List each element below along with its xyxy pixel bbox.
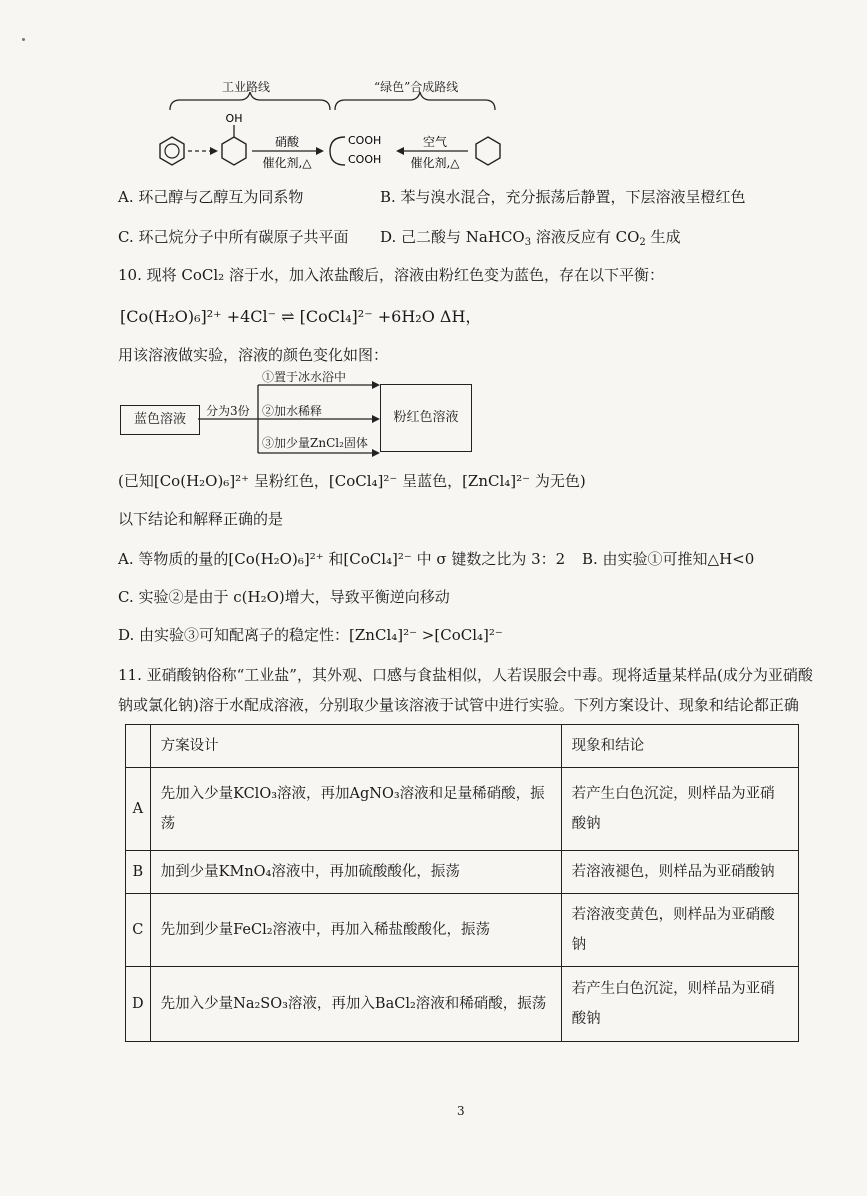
q9-option-a: A. 环己醇与乙醇互为同系物 — [118, 188, 304, 206]
q9-d-pre: D. 己二酸与 NaHCO — [380, 228, 525, 246]
pink-solution-box: 粉红色溶液 — [380, 384, 472, 452]
row-design: 加到少量KMnO₄溶液中，再加硫酸酸化，振荡 — [150, 851, 561, 894]
row-design: 先加入少量KClO₃溶液，再加AgNO₃溶液和足量稀硝酸，振荡 — [150, 768, 561, 851]
q10-option-a: A. 等物质的量的[Co(H₂O)₆]²⁺ 和[CoCl₄]²⁻ 中 σ 键数之比为 3：2 — [118, 550, 566, 568]
table-row — [126, 894, 799, 967]
table-row — [126, 768, 799, 851]
header-blank — [126, 725, 151, 768]
scan-speck — [22, 38, 25, 41]
row-result: 若产生白色沉淀，则样品为亚硝酸钠 — [561, 967, 798, 1042]
row-label: D — [126, 967, 151, 1042]
q10-option-b: B. 由实验①可推知△H<0 — [582, 550, 755, 568]
table-row — [126, 967, 799, 1042]
row-result: 若溶液变黄色，则样品为亚硝酸钠 — [561, 894, 798, 967]
q11-stem-line1: 11. 亚硝酸钠俗称“工业盐”，其外观、口感与食盐相似，人若误服会中毒。现将适量某样品(成分为亚硝酸 — [118, 666, 813, 684]
blue-solution-box: 蓝色溶液 — [120, 405, 200, 435]
row-label: C — [126, 894, 151, 967]
row-design: 先加入少量Na₂SO₃溶液，再加入BaCl₂溶液和稀硝酸，振荡 — [150, 967, 561, 1042]
q10-option-d: D. 由实验③可知配离子的稳定性：[ZnCl₄]²⁻ >[CoCl₄]²⁻ — [118, 626, 503, 644]
cooh-bottom: COOH — [348, 153, 382, 166]
oh-label: OH — [225, 112, 243, 125]
q10-equation: [Co(H₂O)₆]²⁺ +4Cl⁻ ⇌ [CoCl₄]²⁻ +6H₂O ΔH， — [120, 307, 482, 326]
q9-option-b: B. 苯与溴水混合，充分振荡后静置，下层溶液呈橙红色 — [380, 188, 746, 206]
q10-ask: 以下结论和解释正确的是 — [118, 510, 284, 528]
flow-arrows — [198, 370, 383, 460]
condition-1: 催化剂,△ — [262, 156, 312, 170]
reagent-nitric-acid: 硝酸 — [274, 135, 300, 149]
adipic-acid-backbone — [330, 137, 345, 165]
q9-d-mid: 溶液反应有 CO — [531, 228, 640, 246]
row-result: 若溶液褪色，则样品为亚硝酸钠 — [561, 851, 798, 894]
benzene-structure — [160, 137, 184, 165]
green-route-label: “绿色”合成路线 — [374, 80, 459, 94]
header-design: 方案设计 — [150, 725, 561, 768]
q9-option-c: C. 环己烷分子中所有碳原子共平面 — [118, 228, 349, 246]
cyclohexanol-structure — [222, 125, 246, 165]
header-result: 现象和结论 — [561, 725, 798, 768]
cyclohexane-structure — [476, 137, 500, 165]
split-label: 分为3份 — [206, 404, 250, 418]
row-design: 先加到少量FeCl₂溶液中，再加入稀盐酸酸化，振荡 — [150, 894, 561, 967]
reagent-air: 空气 — [422, 135, 448, 149]
q10-stem: 10. 现将 CoCl₂ 溶于水，加入浓盐酸后，溶液由粉红色变为蓝色，存在以下平衡： — [118, 266, 664, 284]
q9-d-sub2: 2 — [639, 237, 646, 248]
industrial-route-label: 工业路线 — [222, 80, 271, 94]
q9-d-sub: 3 — [524, 237, 532, 248]
row-result: 若产生白色沉淀，则样品为亚硝酸钠 — [561, 768, 798, 851]
q11-options-table — [125, 724, 799, 1042]
row-label: A — [126, 768, 151, 851]
cooh-top: COOH — [348, 134, 382, 147]
step-3-label: ③加少量ZnCl₂固体 — [262, 436, 368, 450]
condition-2: 催化剂,△ — [410, 156, 460, 170]
q10-known: (已知[Co(H₂O)₆]²⁺ 呈粉红色，[CoCl₄]²⁻ 呈蓝色，[ZnCl₄]²⁻ 为无色) — [118, 472, 586, 490]
step-1-label: ①置于冰水浴中 — [262, 370, 347, 384]
q10-intro: 用该溶液做实验，溶液的颜色变化如图： — [118, 346, 389, 364]
page-number: 3 — [457, 1104, 465, 1118]
synthesis-route-diagram — [140, 70, 520, 180]
q11-stem-line2: 钠或氯化钠)溶于水配成溶液，分别取少量该溶液于试管中进行实验。下列方案设计、现象和结论都正确 — [118, 696, 799, 714]
q10-option-c: C. 实验②是由于 c(H₂O)增大，导致平衡逆向移动 — [118, 588, 450, 606]
table-row — [126, 851, 799, 894]
q9-d-post: 生成 — [645, 228, 681, 246]
q9-option-d — [380, 226, 681, 248]
row-label: B — [126, 851, 151, 894]
step-2-label: ②加水稀释 — [262, 404, 323, 418]
table-header-row — [126, 725, 799, 768]
